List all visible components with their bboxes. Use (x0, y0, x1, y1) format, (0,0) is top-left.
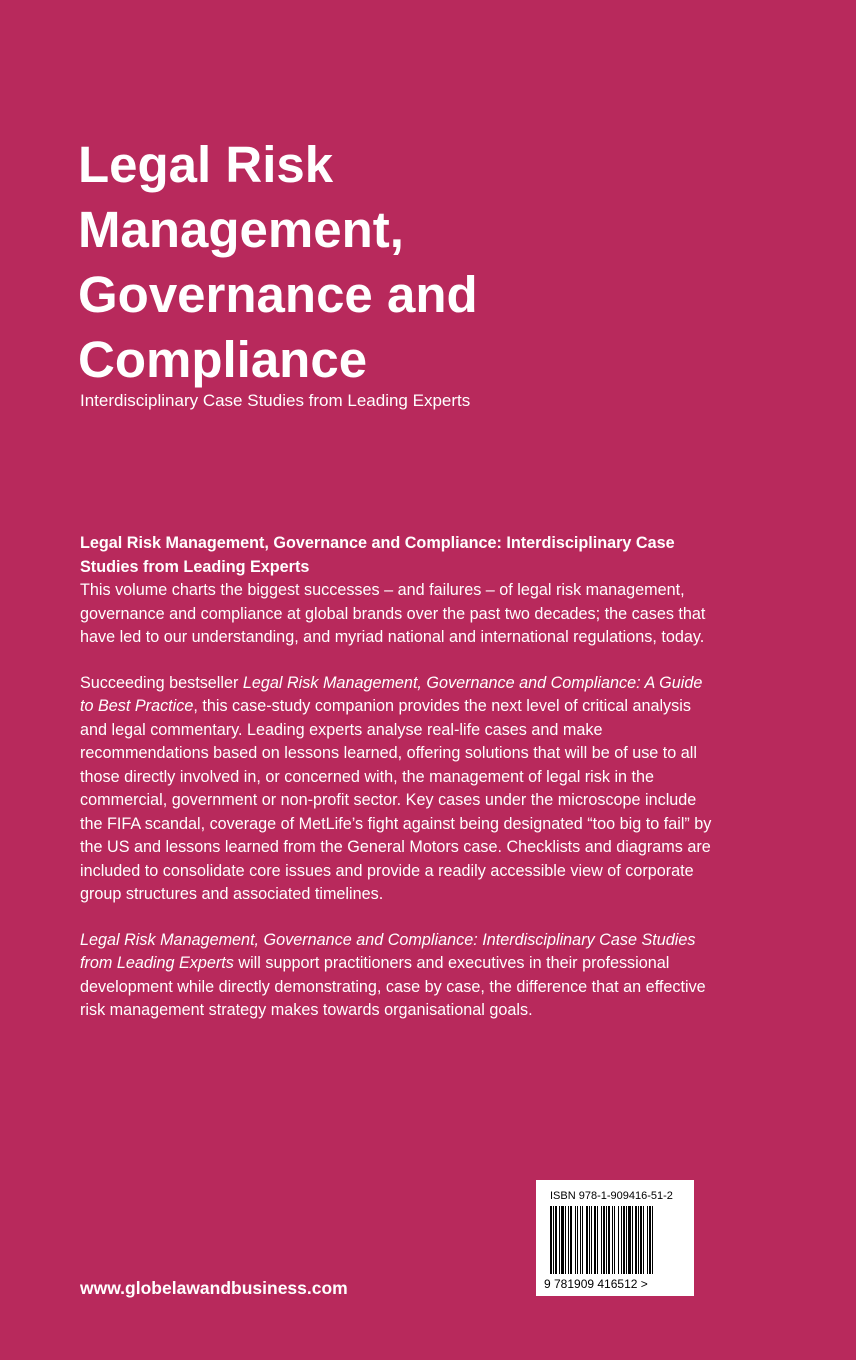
related-book-title: Legal Risk Management, Governance and Compliance: A Guide to Best Practice (80, 673, 703, 715)
barcode-digits: 9 781909 416512 > (544, 1277, 648, 1291)
description-text: will support practitioners and executives in their professional development while directly demonstrating, case by case, the difference that an effective risk management strategy makes towards organisational goals. (80, 954, 706, 1019)
title-line: Management, (78, 201, 404, 258)
back-cover-description (80, 532, 720, 1045)
description-paragraph-3 (80, 929, 720, 1023)
book-title-reference: Legal Risk Management, Governance and Compliance: Interdisciplinary Case Studies from Leading Experts (80, 930, 696, 972)
description-heading: Legal Risk Management, Governance and Compliance: Interdisciplinary Case Studies from Leading Experts (80, 534, 675, 576)
description-paragraph-1 (80, 532, 720, 650)
book-subtitle: Interdisciplinary Case Studies from Leading Experts (80, 391, 471, 410)
title-line: Legal Risk (78, 136, 334, 193)
isbn-barcode (536, 1180, 694, 1296)
description-paragraph-2 (80, 672, 720, 907)
isbn-number: ISBN 978-1-909416-51-2 (550, 1190, 673, 1202)
publisher-website: www.globelawandbusiness.com (80, 1278, 348, 1298)
description-text: Succeeding bestseller (80, 673, 243, 692)
barcode-bars-icon (548, 1206, 682, 1276)
book-title (78, 132, 718, 392)
title-line: Compliance (78, 331, 368, 388)
description-text: , this case-study companion provides the next level of critical analysis and legal commentary. Leading experts analyse real-life cases and make recommendations based on lessons learned, offering solutions that will be of use to all those directly involved in, or concerned with, the management of legal risk in the commercial, government or non-profit sector. Key cases under the microscope include the FIFA scandal, coverage of MetLife’s fight against being designated “too big to fail” by the US and lessons learned from the General Motors case. Checklists and diagrams are included to consolidate core issues and provide a readily accessible view of corporate group structures and associated timelines. (80, 697, 712, 903)
title-line: Governance and (78, 266, 478, 323)
description-text: This volume charts the biggest successes – and failures – of legal risk management, governance and compliance at global brands over the past two decades; the cases that have led to our understanding, and myriad national and international regulations, today. (80, 581, 706, 646)
